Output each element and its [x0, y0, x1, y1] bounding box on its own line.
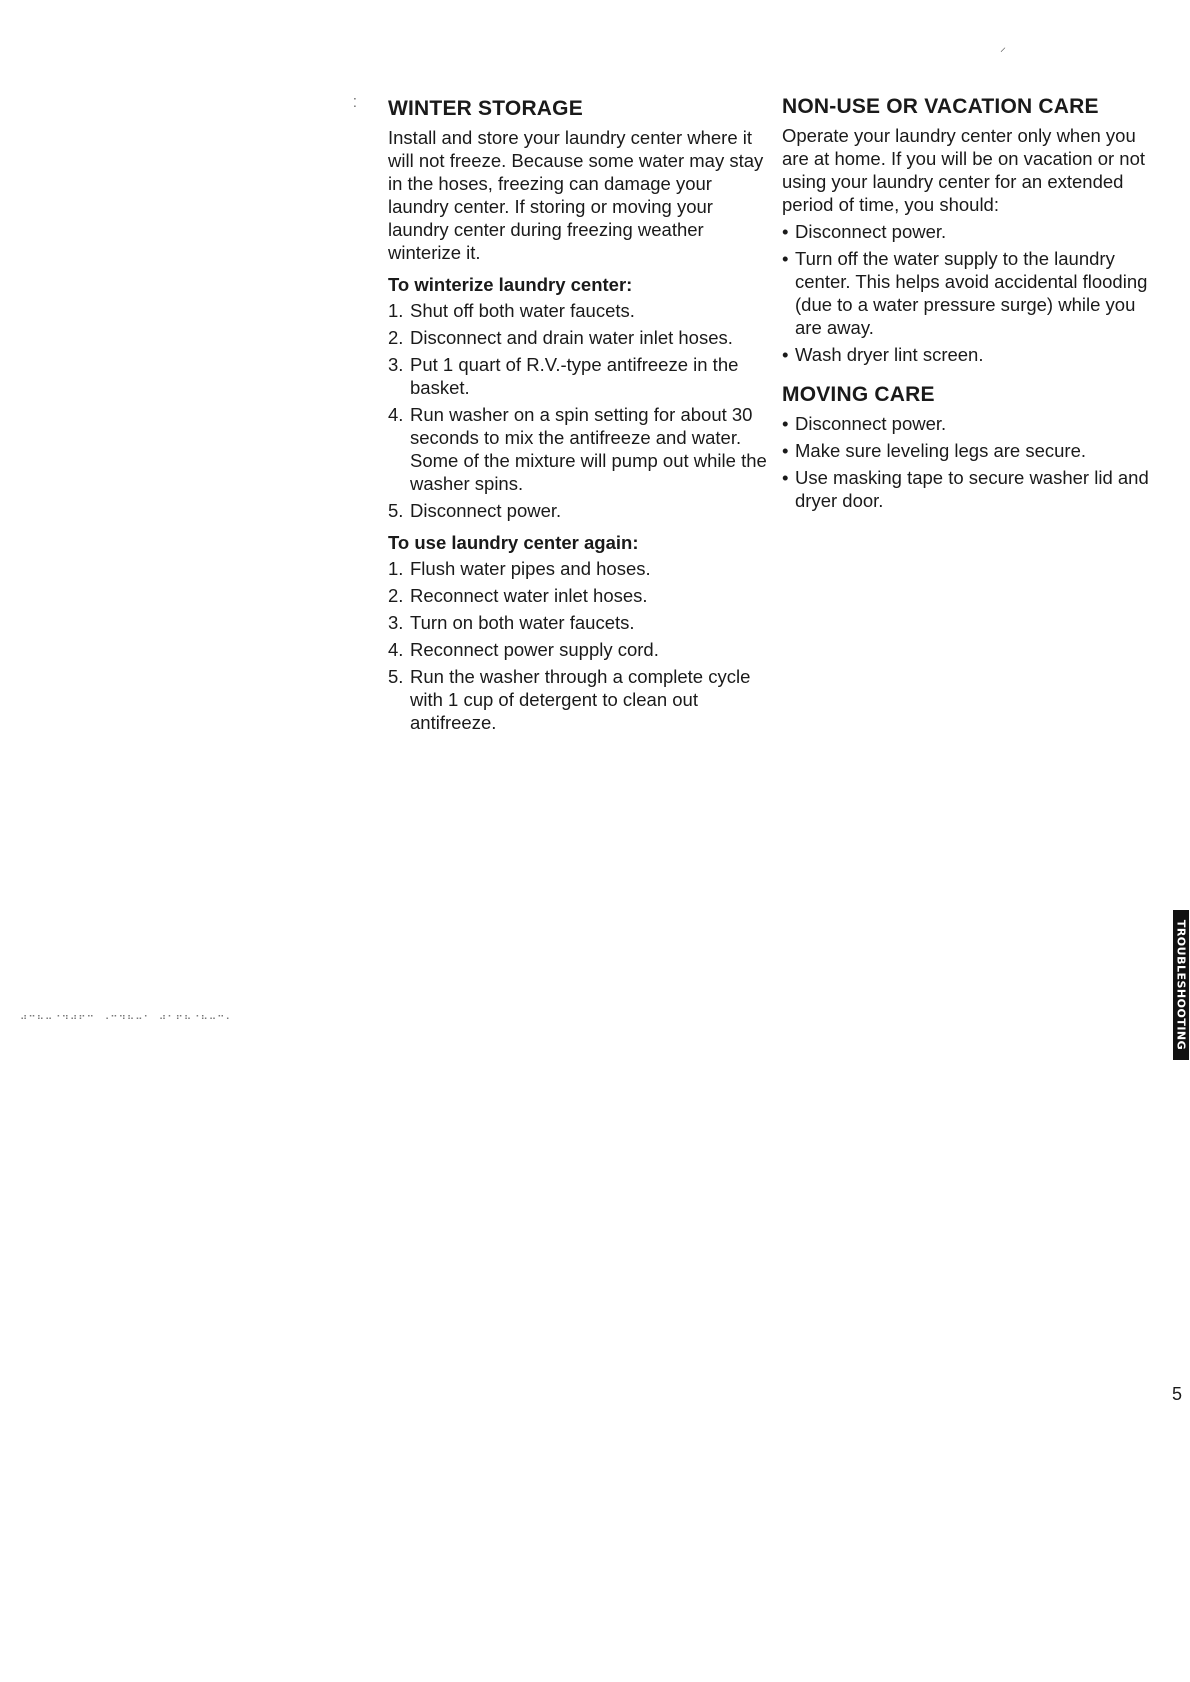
scan-noise: ⠴⠒⠦⠤⠐⠲⠴⠖⠒ ⠠⠒⠲⠦⠤⠂ ⠴⠂⠖⠦⠐⠦⠤⠒⠄ [20, 1012, 234, 1023]
list-item: 5. Run the washer through a complete cycle with 1 cup of detergent to clean out antifreeze. [388, 666, 751, 733]
list-item: 4. Run washer on a spin setting for about 30 seconds to mix the antifreeze and water. Some of the mixture will pump out while the washer spins. [388, 404, 767, 494]
moving-care-list [782, 412, 1157, 512]
list-item: 4. Reconnect power supply cord. [388, 639, 659, 660]
list-item: 5. Disconnect power. [388, 500, 562, 521]
vacation-care-title: NON-USE OR VACATION CARE [782, 95, 1099, 118]
list-item: 1. Shut off both water faucets. [388, 300, 635, 321]
list-item: • Wash dryer lint screen. [782, 344, 984, 365]
page-number: 5 [1172, 1384, 1183, 1404]
winter-storage-section [388, 96, 768, 738]
care-sections [782, 94, 1157, 516]
troubleshooting-tab-label: TROUBLESHOOTING [1174, 919, 1188, 1051]
list-item: • Use masking tape to secure washer lid and dryer door. [782, 467, 1149, 511]
list-item: • Disconnect power. [782, 221, 947, 242]
list-item: 2. Disconnect and drain water inlet hoses. [388, 327, 733, 348]
list-item: 2. Reconnect water inlet hoses. [388, 585, 648, 606]
vacation-care-intro: Operate your laundry center only when you are at home. If you will be on vacation or not using your laundry center for an extended period of time, you should: [782, 125, 1146, 215]
scan-artifact: ⸝ [1000, 40, 1007, 54]
winter-storage-intro: Install and store your laundry center where it will not freeze. Because some water may stay in the hoses, freezing can damage your laundry center. If storing or moving your laundry center during freezing weather winterize it. [388, 127, 764, 263]
list-item: 3. Put 1 quart of R.V.-type antifreeze in the basket. [388, 354, 739, 398]
winter-storage-title: WINTER STORAGE [388, 97, 583, 120]
list-item: • Make sure leveling legs are secure. [782, 440, 1087, 461]
vacation-care-list [782, 220, 1157, 366]
reuse-heading: To use laundry center again: [388, 532, 639, 553]
scan-artifact: ⁚ [353, 96, 357, 110]
list-item: • Disconnect power. [782, 413, 947, 434]
reuse-steps [388, 557, 768, 734]
list-item: 3. Turn on both water faucets. [388, 612, 635, 633]
winterize-steps [388, 299, 768, 522]
moving-care-title: MOVING CARE [782, 383, 935, 406]
troubleshooting-tab [1173, 910, 1189, 1060]
list-item: • Turn off the water supply to the laundry center. This helps avoid accidental flooding (due to a water pressure surge) while you are away. [782, 248, 1148, 338]
winterize-heading: To winterize laundry center: [388, 274, 633, 295]
list-item: 1. Flush water pipes and hoses. [388, 558, 651, 579]
